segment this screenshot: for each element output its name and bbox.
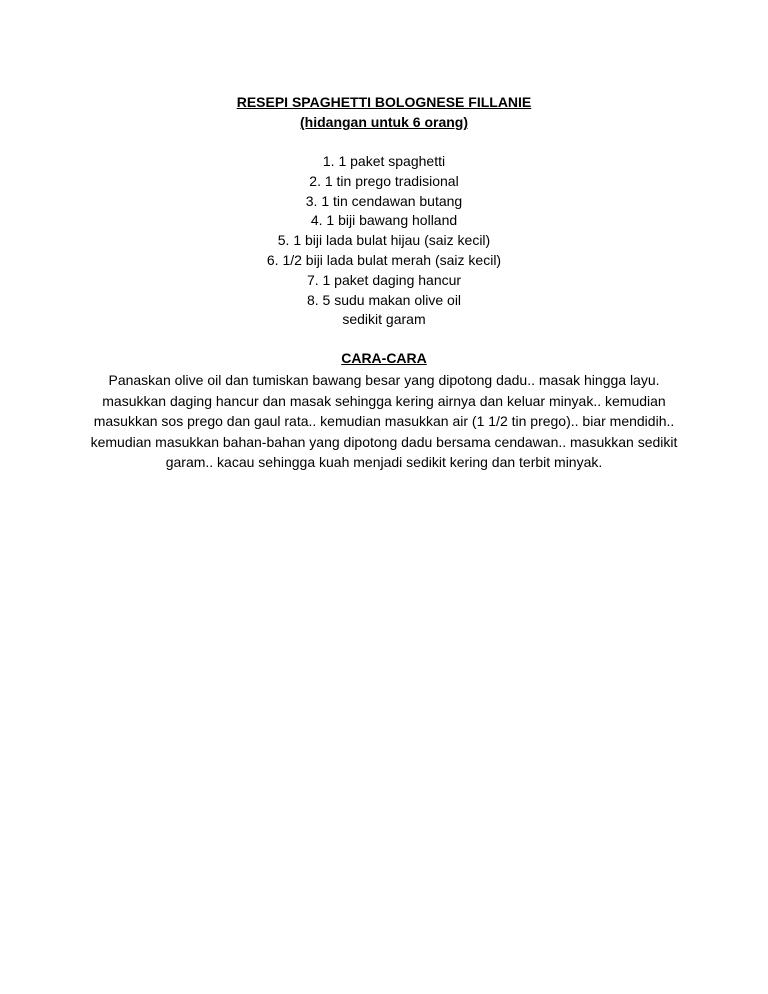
ingredient-item: 8. 5 sudu makan olive oil [306,291,462,308]
ingredient-item: 1. 1 paket spaghetti [322,153,446,169]
ingredient-item: 4. 1 biji bawang holland [310,212,458,229]
method-heading: CARA-CARA [341,350,427,366]
ingredient-item: 2. 1 tin prego tradisional [309,172,459,189]
ingredient-list [0,152,768,330]
ingredient-item: 7. 1 paket daging hancur [306,271,462,288]
ingredient-item: sedikit garam [342,311,426,328]
method-paragraph: Panaskan olive oil dan tumiskan bawang besar yang dipotong dadu.. masak hingga layu. masukkan daging hancur dan masak sehingga kering airnya dan keluar minyak.. kemudian masukkan sos prego dan gaul rata.. kemudian masukkan air (1 1/2 tin prego).. biar mendidih.. kemudian masukkan bahan-bahan yang dipotong dadu bersama cendawan.. masukkan sedikit garam.. kacau sehingga kuah menjadi sedikit kering dan terbit minyak. [90,372,678,470]
ingredient-item: 6. 1/2 biji lada bulat merah (saiz kecil) [266,251,502,268]
ingredient-item: 5. 1 biji lada bulat hijau (saiz kecil) [277,232,491,249]
recipe-subtitle: (hidangan untuk 6 orang) [300,114,468,130]
ingredient-item: 3. 1 tin cendawan butang [305,192,463,209]
recipe-title: RESEPI SPAGHETTI BOLOGNESE FILLANIE [236,94,532,110]
